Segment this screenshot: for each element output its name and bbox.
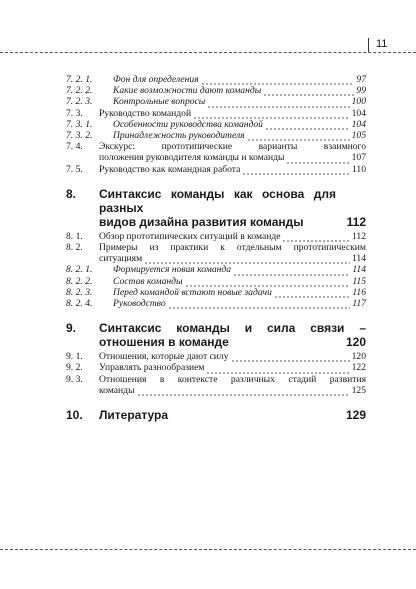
dot-leader: [265, 122, 350, 130]
entry-page: 110: [351, 163, 366, 175]
dot-leader: [242, 167, 350, 175]
entry-title-line-2: ситуациям: [99, 253, 143, 265]
bottom-dashed-rule: [0, 549, 416, 550]
toc-entry-8-1[interactable]: [66, 231, 366, 242]
entry-page: 114: [352, 264, 366, 276]
entry-number: 9. 3.: [66, 373, 83, 385]
toc-entry-9-2[interactable]: [66, 362, 366, 373]
entry-number: 9. 2.: [66, 362, 83, 374]
entry-page: 117: [352, 298, 366, 310]
chapter-number: 9.: [66, 321, 77, 336]
chapter-title: Литература: [99, 408, 169, 423]
chapter-title-line-1: Синтаксис команды и сила связи –: [99, 321, 366, 336]
dot-leader: [247, 133, 350, 141]
entry-number: 7. 3.: [66, 107, 83, 119]
entry-title-line-1: Отношения в контексте различных стадий развития: [99, 373, 366, 385]
entry-title: Контрольные вопросы: [113, 96, 206, 108]
entry-title: Фон для определения: [113, 74, 199, 85]
entry-title-line-2: команды: [99, 384, 135, 396]
toc-entry-7-4[interactable]: [66, 141, 366, 163]
chapter-title-line-2: видов дизайна развития команды: [99, 214, 304, 229]
entry-number: 8. 2.: [66, 242, 83, 254]
dot-leader: [185, 279, 351, 287]
toc-chapter-8[interactable]: [66, 187, 366, 229]
dot-leader: [207, 100, 349, 108]
entry-page: 104: [351, 107, 366, 119]
toc-entry-7-3-2[interactable]: [66, 130, 366, 141]
entry-page: 104: [351, 118, 366, 130]
entry-title: Принадлежность руководителя: [113, 130, 245, 142]
entry-number: 7. 2. 3.: [66, 96, 93, 108]
entry-title-line-1: Примеры из практики к отдельным прототипическим: [99, 242, 366, 254]
dot-leader: [168, 301, 351, 309]
entry-number: 7. 4.: [66, 141, 83, 153]
entry-number: 7. 5.: [66, 163, 83, 175]
toc-entry-7-3[interactable]: [66, 108, 366, 119]
entry-page: 100: [351, 96, 366, 108]
entry-number: 8. 2. 4.: [66, 298, 93, 310]
toc-entry-8-2-4[interactable]: [66, 298, 366, 309]
entry-number: 9. 1.: [66, 351, 83, 363]
chapter-title-line-1: Синтаксис команды как основа для разных: [99, 186, 336, 215]
toc-entry-8-2[interactable]: [66, 242, 366, 264]
chapter-number: 10.: [66, 408, 83, 423]
dot-leader: [231, 354, 350, 362]
entry-title: Формируется новая команда: [113, 264, 232, 276]
toc-entry-7-2-3[interactable]: [66, 96, 366, 107]
entry-page: 112: [351, 230, 366, 242]
entry-title: Особенности руководства командой: [113, 118, 263, 130]
dot-leader: [206, 366, 349, 374]
dot-leader: [201, 77, 355, 85]
table-of-contents: [66, 74, 366, 422]
entry-title: Обзор прототипических ситуаций в команде: [99, 230, 281, 242]
top-dashed-rule: [0, 52, 416, 53]
dot-leader: [193, 111, 350, 119]
entry-page: 115: [352, 275, 366, 287]
chapter-page: 120: [345, 335, 366, 350]
entry-page: 114: [351, 253, 366, 265]
dot-leader: [282, 234, 349, 242]
entry-number: 7. 2. 2.: [66, 85, 93, 97]
entry-page: 116: [352, 286, 366, 298]
page-number: 11: [376, 38, 388, 50]
toc-entry-7-2-2[interactable]: [66, 85, 366, 96]
entry-title: Управлять разнообразием: [99, 362, 205, 374]
entry-number: 8. 2. 2.: [66, 275, 93, 287]
dot-leader: [137, 388, 350, 396]
entry-number: 7. 2. 1.: [66, 74, 93, 85]
entry-page: 97: [356, 74, 366, 85]
entry-page: 122: [351, 362, 366, 374]
chapter-page: 112: [346, 214, 366, 229]
toc-entry-7-2-1[interactable]: [66, 74, 366, 85]
entry-number: 8. 1.: [66, 230, 83, 242]
toc-entry-8-2-3[interactable]: [66, 287, 366, 298]
dot-leader: [233, 268, 350, 276]
entry-page: 105: [351, 130, 366, 142]
toc-entry-9-3[interactable]: [66, 374, 366, 396]
entry-number: 8. 2. 1.: [66, 264, 93, 276]
chapter-title-line-2: отношения в команде: [99, 335, 229, 350]
entry-title: Перед командой встают новые задачи: [113, 286, 272, 298]
toc-entry-8-2-1[interactable]: [66, 264, 366, 275]
entry-title: Какие возможности дают команды: [113, 85, 262, 97]
chapter-page: 129: [345, 408, 366, 423]
entry-title-line-1: Экскурс: прототипические варианты взаимного: [99, 141, 366, 153]
dot-leader: [286, 156, 349, 164]
toc-entry-8-2-2[interactable]: [66, 276, 366, 287]
entry-page: 99: [356, 85, 366, 97]
entry-title: Отношения, которые дают силу: [99, 351, 229, 363]
entry-title: Руководство командой: [99, 107, 192, 119]
dot-leader: [263, 88, 354, 96]
toc-chapter-9[interactable]: [66, 321, 366, 349]
entry-page: 120: [351, 351, 366, 363]
toc-chapter-10[interactable]: [66, 408, 366, 422]
entry-number: 8. 2. 3.: [66, 286, 93, 298]
toc-entry-7-3-1[interactable]: [66, 119, 366, 130]
entry-title: Руководство как командная работа: [99, 163, 241, 175]
entry-page: 125: [351, 384, 366, 396]
entry-number: 7. 3. 1.: [66, 118, 93, 130]
page-number-separator: [368, 38, 369, 52]
entry-number: 7. 3. 2.: [66, 130, 93, 142]
entry-title: Состав команды: [113, 275, 183, 287]
entry-page: 107: [351, 152, 366, 164]
dot-leader: [144, 256, 350, 264]
toc-entry-7-5[interactable]: [66, 164, 366, 175]
toc-entry-9-1[interactable]: [66, 351, 366, 362]
chapter-number: 8.: [66, 186, 77, 201]
entry-title-line-2: положения руководителя команды и команды: [99, 152, 285, 164]
dot-leader: [274, 290, 350, 298]
entry-title: Руководство: [113, 298, 166, 310]
